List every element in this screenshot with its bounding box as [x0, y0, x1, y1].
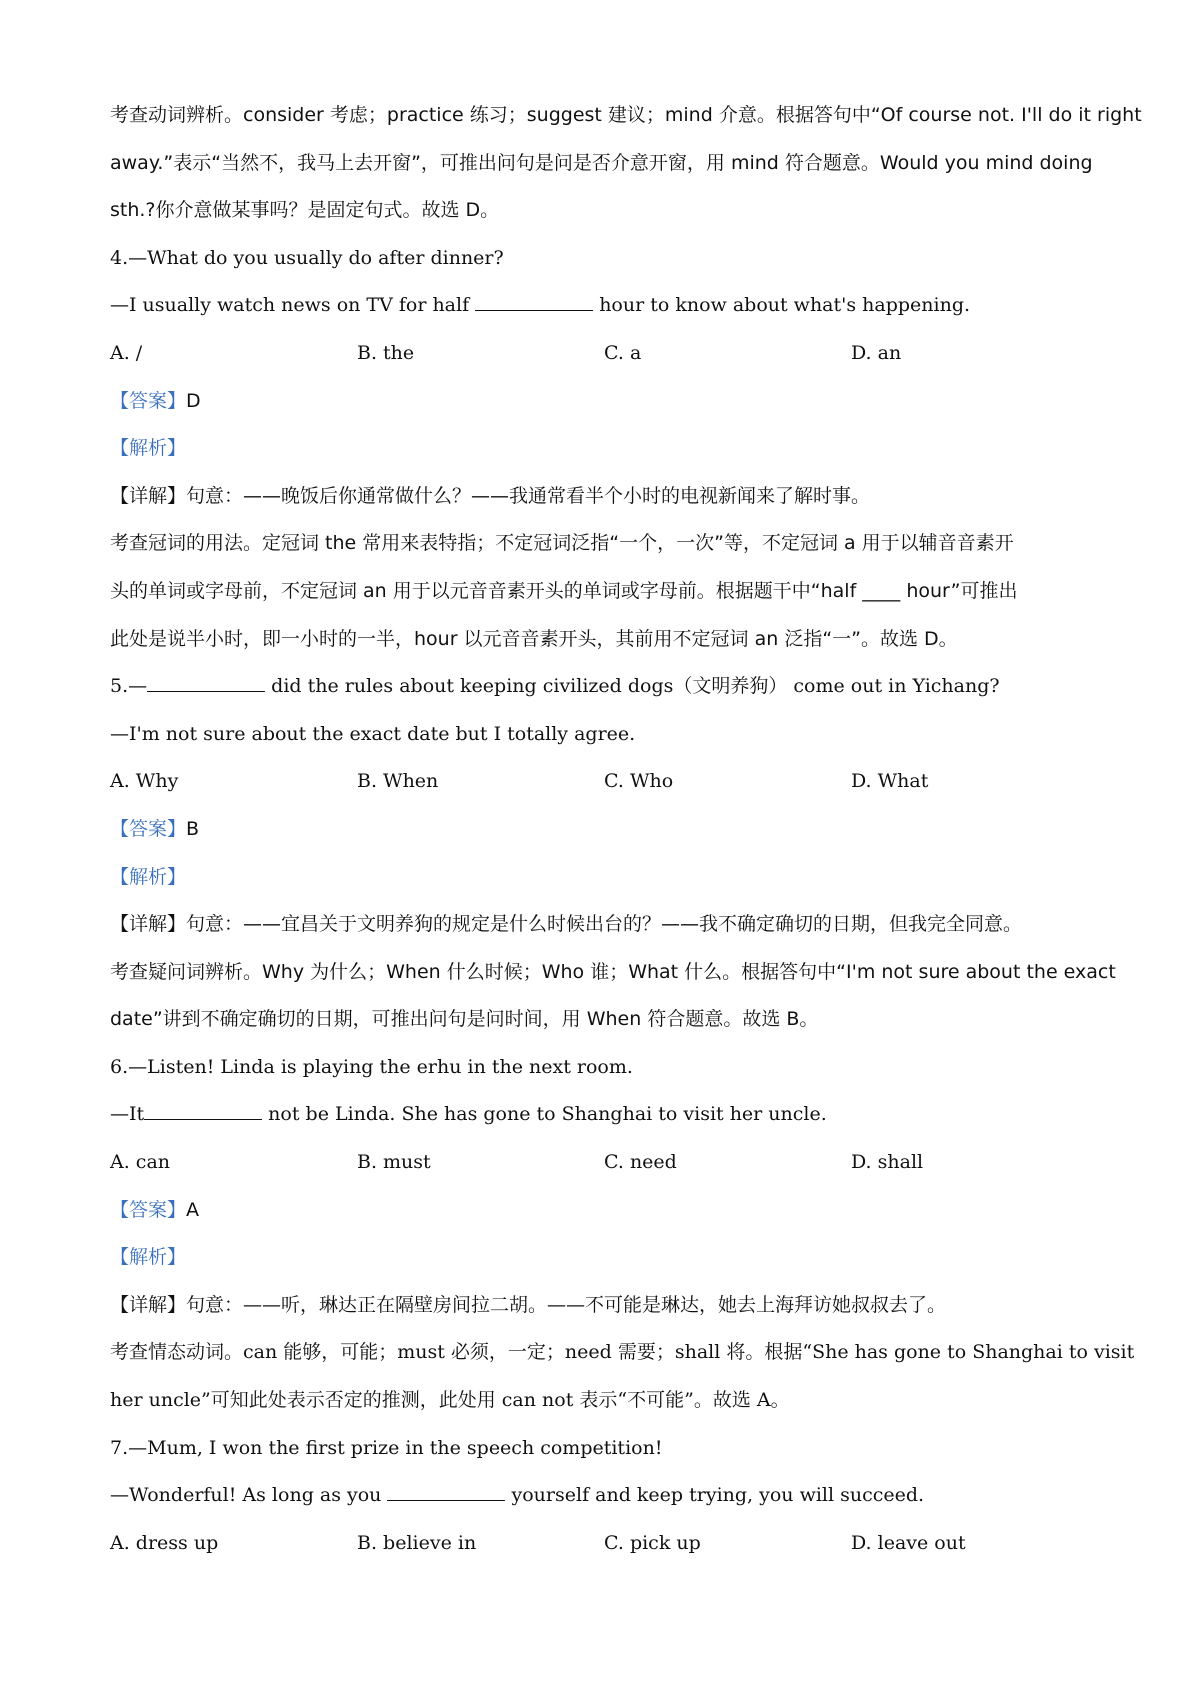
explain-line: 头的单词或字母前，不定冠词 an 用于以元音音素开头的单词或字母前。根据题干中“half ____ hour”可推出: [110, 579, 1018, 602]
answer-tag: 【答案】: [110, 817, 187, 840]
question-7-prompt: 7.—Mum, I won the first prize in the speech competition!: [110, 1436, 663, 1459]
question-7-options: [110, 1520, 1100, 1568]
option-a: A. can: [110, 1151, 171, 1174]
answer-value: D: [186, 389, 201, 412]
detail-line: 【详解】句意：——听，琳达正在隔壁房间拉二胡。——不可能是琳达，她去上海拜访她叔叔去了。: [110, 1293, 947, 1316]
question-7-response: —Wonderful! As long as you yourself and keep trying, you will succeed.: [110, 1484, 925, 1507]
option-a: A. Why: [110, 770, 179, 793]
option-c: C. pick up: [604, 1531, 701, 1554]
detail-line: 【详解】句意：——晚饭后你通常做什么？——我通常看半个小时的电视新闻来了解时事。: [110, 484, 871, 507]
option-a: A. dress up: [110, 1531, 219, 1554]
explain-line: date”讲到不确定确切的日期，可推出问句是问时间，用 When 符合题意。故选 B。: [110, 1008, 819, 1031]
answer-value: A: [186, 1198, 200, 1221]
question-5-options: [110, 758, 1100, 806]
analysis-line: away.”表示“当然不，我马上去开窗”，可推出问句是问是否介意开窗，用 mind 符合题意。Would you mind doing: [110, 151, 1093, 174]
detail-tag: 【详解】: [110, 913, 187, 936]
answer-line: [110, 378, 1100, 426]
answer-blank: [475, 292, 593, 311]
detail-tag: 【详解】: [110, 1293, 187, 1316]
answer-blank: [147, 673, 265, 692]
question-5-response: —I'm not sure about the exact date but I totally agree.: [110, 722, 636, 745]
option-d: D. an: [851, 341, 902, 364]
question-6-prompt: 6.—Listen! Linda is playing the erhu in the next room.: [110, 1055, 633, 1078]
explain-line: 考查疑问词辨析。Why 为什么；When 什么时候；Who 谁；What 什么。根据答句中“I'm not sure about the exact: [110, 960, 1116, 983]
question-4-response: —I usually watch news on TV for half hour to know about what's happening.: [110, 294, 971, 317]
question-4-options: [110, 330, 1100, 378]
option-b: B. When: [357, 770, 439, 793]
option-a: A. /: [110, 341, 143, 364]
option-c: C. need: [604, 1151, 677, 1174]
option-c: C. Who: [604, 770, 674, 793]
analysis-heading: 【解析】: [110, 437, 187, 460]
detail-tag: 【详解】: [110, 484, 187, 507]
question-6-options: [110, 1139, 1100, 1187]
analysis-heading: 【解析】: [110, 1246, 187, 1269]
answer-tag: 【答案】: [110, 389, 187, 412]
option-d: D. leave out: [851, 1531, 966, 1554]
option-b: B. believe in: [357, 1531, 477, 1554]
option-b: B. must: [357, 1151, 431, 1174]
option-d: D. shall: [851, 1151, 924, 1174]
option-b: B. the: [357, 341, 415, 364]
detail-line: 【详解】句意：——宜昌关于文明养狗的规定是什么时候出台的？——我不确定确切的日期，但我完全同意。: [110, 913, 1023, 936]
analysis-line: sth.?你介意做某事吗？是固定句式。故选 D。: [110, 199, 500, 222]
explain-line: 此处是说半小时，即一小时的一半，hour 以元音音素开头，其前用不定冠词 an 泛指“一”。故选 D。: [110, 627, 958, 650]
answer-tag: 【答案】: [110, 1198, 187, 1221]
question-5-prompt: 5.— did the rules about keeping civilized dogs（文明养狗） come out in Yichang?: [110, 675, 1000, 698]
analysis-heading: 【解析】: [110, 865, 187, 888]
option-c: C. a: [604, 341, 642, 364]
question-4-prompt: 4.—What do you usually do after dinner?: [110, 246, 504, 269]
question-6-response: —It not be Linda. She has gone to Shanghai to visit her uncle.: [110, 1103, 827, 1126]
answer-value: B: [186, 817, 200, 840]
explain-line: her uncle”可知此处表示否定的推测，此处用 can not 表示“不可能”。故选 A。: [110, 1389, 790, 1412]
answer-blank: [387, 1482, 505, 1501]
answer-line: [110, 806, 1100, 854]
answer-blank: [144, 1101, 262, 1120]
document-page: [110, 92, 1142, 1567]
option-d: D. What: [851, 770, 929, 793]
answer-line: [110, 1187, 1100, 1235]
analysis-line: 考查动词辨析。consider 考虑；practice 练习；suggest 建议；mind 介意。根据答句中“Of course not. I'll do it right: [110, 104, 1142, 126]
explain-line: 考查情态动词。can 能够，可能；must 必须，一定；need 需要；shall 将。根据“She has gone to Shanghai to visit: [110, 1341, 1135, 1364]
explain-line: 考查冠词的用法。定冠词 the 常用来表特指；不定冠词泛指“一个，一次”等，不定冠词 a 用于以辅音音素开: [110, 532, 1014, 555]
